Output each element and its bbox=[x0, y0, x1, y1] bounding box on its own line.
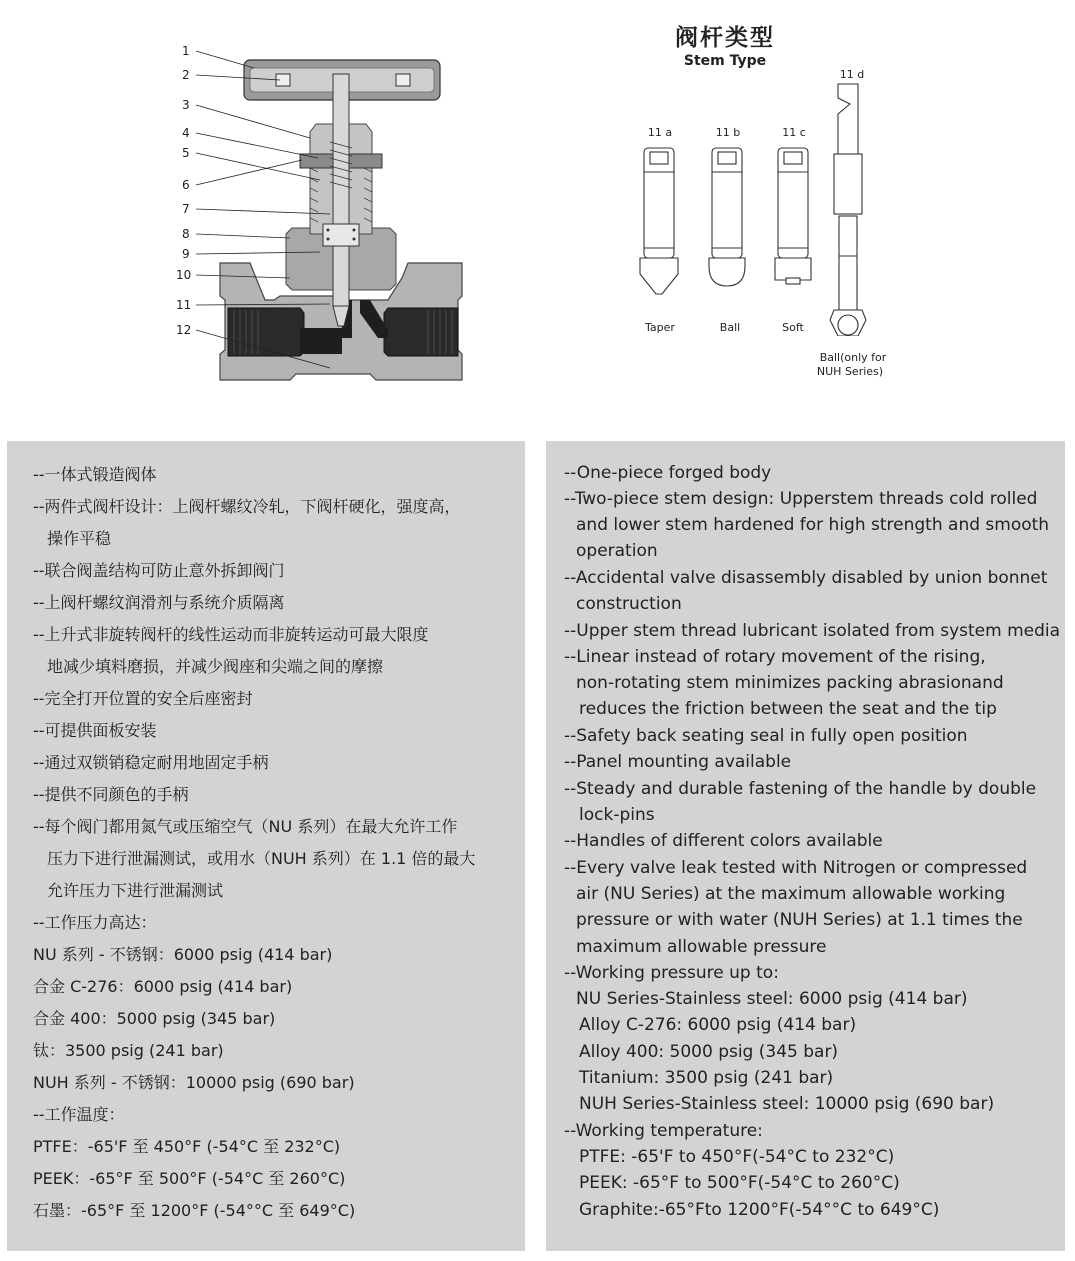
stem-name-soft: Soft bbox=[782, 321, 804, 334]
callout-8: 8 bbox=[182, 227, 190, 241]
feature-zh-line: --联合阀盖结构可防止意外拆卸阀门 bbox=[33, 561, 285, 580]
feature-en-line: NU Series-Stainless steel: 6000 psig (414 bar) bbox=[576, 989, 968, 1009]
stem-id-11c: 11 c bbox=[782, 126, 806, 139]
feature-en-line: PTFE: -65'F to 450°F(-54°C to 232°C) bbox=[579, 1147, 895, 1167]
stem-name-taper: Taper bbox=[645, 321, 675, 334]
feature-en-line: --Steady and durable fastening of the handle by double bbox=[564, 779, 1037, 799]
stem-id-11b: 11 b bbox=[715, 126, 741, 139]
packing bbox=[323, 224, 359, 246]
feature-zh-line: --可提供面板安装 bbox=[33, 721, 157, 740]
feature-en-line: --Safety back seating seal in fully open position bbox=[564, 726, 968, 746]
feature-zh-line: --上升式非旋转阀杆的线性运动而非旋转运动可最大限度 bbox=[33, 625, 429, 644]
stem-name-ball-nuh-1: Ball(only for bbox=[819, 351, 887, 364]
feature-en-line: air (NU Series) at the maximum allowable working bbox=[576, 884, 1006, 904]
feature-zh-line: 石墨：-65°F 至 1200°F (-54°°C 至 649°C) bbox=[33, 1201, 356, 1220]
feature-zh-line: 钛：3500 psig (241 bar) bbox=[33, 1041, 224, 1060]
feature-en-line: --Two-piece stem design: Upperstem threads cold rolled bbox=[564, 489, 1038, 509]
stem-ball-nuh bbox=[830, 84, 866, 336]
feature-en-line: PEEK: -65°F to 500°F(-54°C to 260°C) bbox=[579, 1173, 900, 1193]
feature-zh-line: --通过双锁销稳定耐用地固定手柄 bbox=[33, 753, 269, 772]
feature-en-line: Titanium: 3500 psig (241 bar) bbox=[579, 1068, 834, 1088]
callout-9: 9 bbox=[182, 247, 190, 261]
features-panel-en bbox=[546, 441, 1065, 1251]
feature-zh-line: --每个阀门都用氮气或压缩空气（NU 系列）在最大允许工作 bbox=[33, 817, 458, 836]
feature-zh-line: --一体式锻造阀体 bbox=[33, 465, 157, 484]
callout-6: 6 bbox=[182, 178, 190, 192]
callout-10: 10 bbox=[176, 268, 192, 282]
feature-en-line: --Upper stem thread lubricant isolated from system media bbox=[564, 621, 1061, 641]
feature-en-line: and lower stem hardened for high strength and smooth bbox=[576, 515, 1050, 535]
feature-zh-line: NU 系列 - 不锈钢：6000 psig (414 bar) bbox=[33, 945, 333, 964]
feature-en-line: --Accidental valve disassembly disabled by union bonnet bbox=[564, 568, 1048, 588]
stem-id-11a: 11 a bbox=[647, 126, 673, 139]
callout-3: 3 bbox=[182, 98, 190, 112]
stem bbox=[333, 74, 349, 306]
feature-en-line: --Working pressure up to: bbox=[564, 963, 779, 983]
feature-zh-line: PTFE：-65'F 至 450°F (-54°C 至 232°C) bbox=[33, 1137, 341, 1156]
feature-zh-line: --工作温度： bbox=[33, 1105, 125, 1124]
feature-en-line: --Panel mounting available bbox=[564, 752, 792, 772]
feature-en-line: --Every valve leak tested with Nitrogen or compressed bbox=[564, 858, 1028, 878]
feature-zh-line: 允许压力下进行泄漏测试 bbox=[47, 881, 224, 900]
feature-en-line: reduces the friction between the seat and the tip bbox=[579, 699, 997, 719]
stem-name-ball-nuh-2: NUH Series) bbox=[816, 365, 884, 378]
feature-zh-line: --完全打开位置的安全后座密封 bbox=[33, 689, 253, 708]
callout-1: 1 bbox=[182, 44, 190, 58]
feature-en-line: Alloy 400: 5000 psig (345 bar) bbox=[579, 1042, 839, 1062]
feature-en-line: operation bbox=[576, 541, 658, 561]
feature-en-line: --Working temperature: bbox=[564, 1121, 763, 1141]
feature-en-line: --One-piece forged body bbox=[564, 463, 772, 483]
feature-zh-line: --工作压力高达： bbox=[33, 913, 157, 932]
callout-2: 2 bbox=[182, 68, 190, 82]
left-port bbox=[228, 308, 304, 356]
needle-valve-cross-section bbox=[170, 38, 480, 383]
feature-zh-line: 操作平稳 bbox=[47, 529, 112, 548]
stem-id-11d: 11 d bbox=[839, 68, 865, 81]
stem-type-title-en: Stem Type bbox=[683, 53, 767, 69]
flow-passage bbox=[300, 328, 342, 354]
features-panel-zh bbox=[7, 441, 525, 1251]
feature-en-line: lock-pins bbox=[579, 805, 655, 825]
feature-zh-line: --提供不同颜色的手柄 bbox=[33, 785, 189, 804]
feature-zh-line: --上阀杆螺纹润滑剂与系统介质隔离 bbox=[33, 593, 285, 612]
feature-zh-line: NUH 系列 - 不锈钢：10000 psig (690 bar) bbox=[33, 1073, 355, 1092]
stem-type-title-zh: 阀杆类型 bbox=[675, 25, 775, 51]
callout-11: 11 bbox=[176, 298, 192, 312]
callout-4: 4 bbox=[182, 126, 190, 140]
stem-type-illustrations bbox=[620, 66, 890, 336]
feature-en-line: --Handles of different colors available bbox=[564, 831, 883, 851]
feature-en-line: pressure or with water (NUH Series) at 1.1 times the bbox=[576, 910, 1023, 930]
right-port bbox=[384, 308, 458, 356]
lock-pin-right bbox=[396, 74, 410, 86]
feature-en-line: construction bbox=[576, 594, 682, 614]
feature-en-line: Graphite:-65°Fto 1200°F(-54°°C to 649°C) bbox=[579, 1200, 940, 1220]
callout-5: 5 bbox=[182, 146, 190, 160]
feature-en-line: --Linear instead of rotary movement of the rising, bbox=[564, 647, 986, 667]
stem-type-heading bbox=[640, 24, 810, 70]
stem-taper bbox=[640, 148, 678, 294]
callout-7: 7 bbox=[182, 202, 190, 216]
feature-zh-line: PEEK：-65°F 至 500°F (-54°C 至 260°C) bbox=[33, 1169, 346, 1188]
feature-en-line: NUH Series-Stainless steel: 10000 psig (690 bar) bbox=[579, 1094, 995, 1114]
feature-en-line: non-rotating stem minimizes packing abrasionand bbox=[576, 673, 1004, 693]
feature-zh-line: 压力下进行泄漏测试，或用水（NUH 系列）在 1.1 倍的最大 bbox=[47, 849, 476, 868]
feature-zh-line: 合金 400：5000 psig (345 bar) bbox=[33, 1009, 276, 1028]
feature-zh-line: --两件式阀杆设计：上阀杆螺纹冷轧，下阀杆硬化，强度高， bbox=[33, 497, 461, 516]
feature-en-line: maximum allowable pressure bbox=[576, 937, 827, 957]
feature-zh-line: 地减少填料磨损，并减少阀座和尖端之间的摩擦 bbox=[47, 657, 384, 676]
feature-en-line: Alloy C-276: 6000 psig (414 bar) bbox=[579, 1015, 857, 1035]
stem-soft bbox=[775, 148, 811, 284]
stem-name-ball: Ball bbox=[719, 321, 741, 334]
callout-12: 12 bbox=[176, 323, 192, 337]
feature-zh-line: 合金 C-276：6000 psig (414 bar) bbox=[33, 977, 293, 996]
stem-ball bbox=[709, 148, 745, 286]
